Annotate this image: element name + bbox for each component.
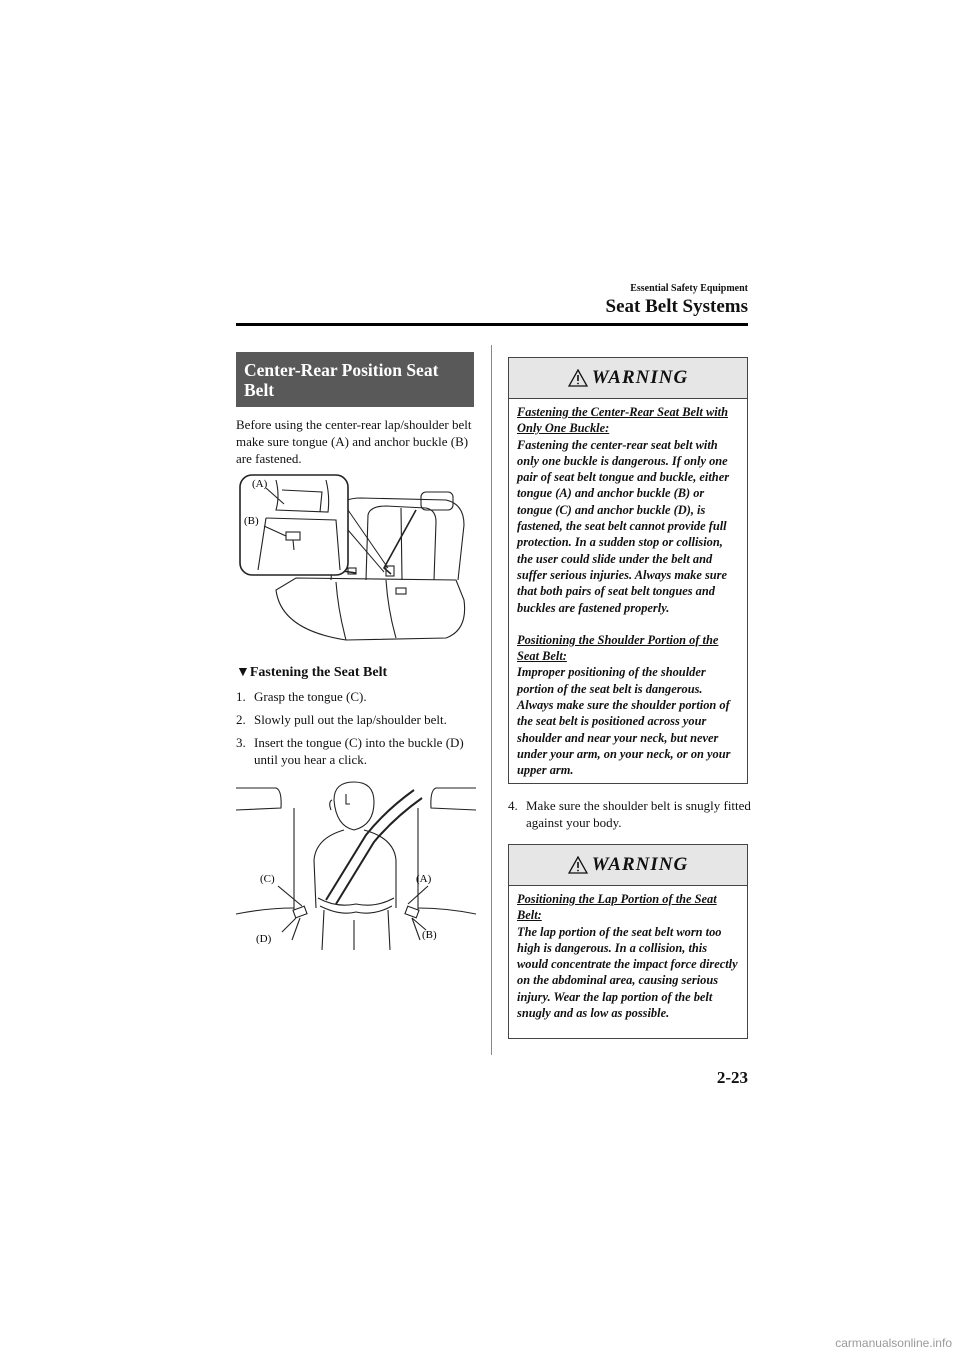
page-number: 2-23	[716, 1068, 748, 1087]
header-rule	[236, 323, 748, 326]
intro-paragraph: Before using the center-rear lap/shoulder belt make sure tongue (A) and anchor buckle (B) are fastened.	[236, 417, 472, 466]
column-divider	[491, 345, 492, 1055]
watermark: carmanualsonline.info	[835, 1336, 952, 1350]
list-item	[508, 797, 766, 831]
step-text: Grasp the tongue (C).	[254, 689, 367, 704]
fig2-label-a: (A)	[416, 873, 432, 885]
warning-header	[509, 845, 747, 886]
warning-subheading: Positioning the Lap Portion of the Seat Belt:	[517, 892, 717, 923]
triangle-marker-icon: ▼	[236, 665, 250, 680]
chapter-label: Essential Safety Equipment	[630, 283, 748, 294]
warning-box	[508, 357, 748, 784]
subsection-heading	[236, 665, 387, 681]
warning-text: The lap portion of the seat belt worn too high is dangerous. In a collision, this would concentrate the impact force directly on the abdominal area, causing serious injury. Wear the lap portion of the belt snugly and as low as possible.	[517, 924, 738, 1021]
warning-triangle-icon	[568, 856, 588, 874]
step-list	[236, 688, 476, 774]
step-number: 1.	[236, 689, 246, 704]
warning-triangle-icon	[568, 369, 588, 387]
list-item	[236, 734, 476, 768]
list-item	[236, 688, 476, 705]
warning-text: Fastening the center-rear seat belt with only one buckle is dangerous. If only one pair of seat belt tongue and buckle, either tongue (A) and anchor buckle (B) or tongue (C) and anchor buckle (D), is fastened, the seat belt cannot provide full protection. In a sudden stop or collision, the user could slide under the belt and suffer serious injuries. Always make sure that both pairs of seat belt tongues and buckles are fastened properly.	[517, 437, 730, 615]
step-number: 3.	[236, 735, 246, 750]
list-item	[236, 711, 476, 728]
fig2-label-c: (C)	[260, 873, 275, 885]
fig1-label-a: (A)	[252, 478, 268, 490]
step-text: Make sure the shoulder belt is snugly fitted against your body.	[526, 798, 751, 830]
fig1-label-b: (B)	[244, 515, 259, 527]
step-number: 2.	[236, 712, 246, 727]
step-text: Insert the tongue (C) into the buckle (D) until you hear a click.	[254, 735, 464, 767]
fig2-label-b: (B)	[422, 929, 437, 941]
subsection-heading-text: Fastening the Seat Belt	[249, 665, 388, 680]
fig2-label-d: (D)	[256, 933, 272, 945]
warning-text: Improper positioning of the shoulder portion of the seat belt is dangerous. Always make sure the shoulder portion of the seat belt is positioned across your shoulder and near your neck, but never under your arm, on your neck, or on your upper arm.	[517, 665, 731, 778]
occupant-belt-illustration	[236, 780, 476, 950]
warning-subheading: Fastening the Center-Rear Seat Belt with Only One Buckle:	[517, 405, 729, 436]
step-text: Slowly pull out the lap/shoulder belt.	[254, 712, 447, 727]
warning-header	[509, 358, 747, 399]
warning-box	[508, 844, 748, 1039]
warning-title: WARNING	[591, 854, 689, 875]
warning-title: WARNING	[591, 367, 689, 388]
warning-subheading: Positioning the Shoulder Portion of the Seat Belt:	[517, 632, 719, 664]
page-title: Seat Belt Systems	[605, 296, 748, 317]
section-heading: Center-Rear Position Seat Belt	[236, 352, 474, 407]
rear-seat-illustration	[236, 470, 476, 650]
step-number: 4.	[508, 798, 518, 813]
